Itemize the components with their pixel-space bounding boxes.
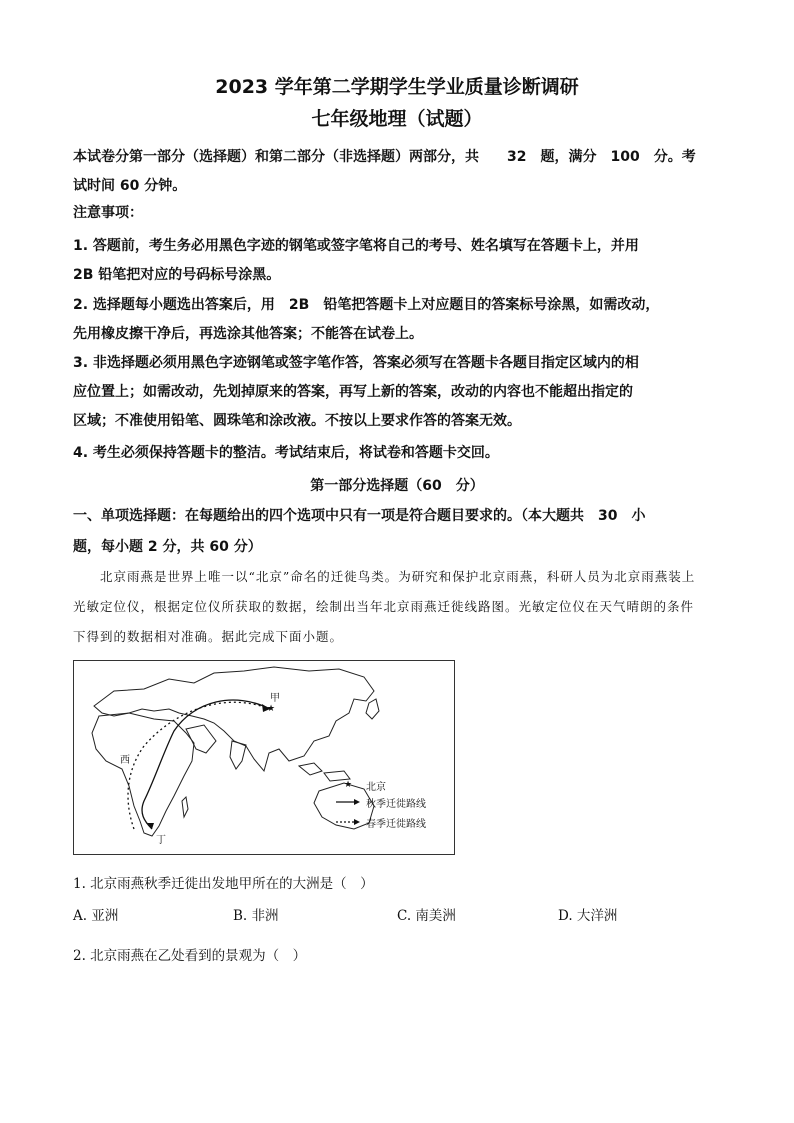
legend-autumn-route: 秋季迁徙路线 <box>366 799 426 810</box>
question-1-option-a[interactable]: A. 亚洲 <box>73 908 119 924</box>
note-line: 先用橡皮擦干净后，再选涂其他答案；不能答在试卷上。 <box>73 326 423 342</box>
migration-map <box>73 660 455 855</box>
intro-line-1: 本试卷分第一部分（选择题）和第二部分（非选择题）两部分，共 32 题，满分 100 分。考 <box>73 149 696 165</box>
question-1-option-c[interactable]: C. 南美洲 <box>397 908 456 924</box>
notes-heading: 注意事项： <box>73 205 143 221</box>
section-instruction-line-1: 一、单项选择题：在每题给出的四个选项中只有一项是符合题目要求的。（本大题共 30 小 <box>73 508 646 524</box>
legend-spring-route: 春季迁徙路线 <box>366 819 426 830</box>
question-1-option-d[interactable]: D. 大洋洲 <box>558 908 618 924</box>
exam-subtitle: 七年级地理（试题） <box>311 108 483 130</box>
legend-beijing: 北京 <box>366 782 386 793</box>
note-line: 应位置上；如需改动，先划掉原来的答案，再写上新的答案，改动的内容也不能超出指定的 <box>73 384 633 400</box>
label-ding: 丁 <box>156 835 166 846</box>
passage-line-3: 下得到的数据相对准确。据此完成下面小题。 <box>73 629 344 644</box>
label-jia: 甲 <box>270 693 280 704</box>
intro-line-2: 试时间 60 分钟。 <box>73 178 187 194</box>
question-1-option-b[interactable]: B. 非洲 <box>233 908 279 924</box>
passage-line-2: 光敏定位仪，根据定位仪所获取的数据，绘制出当年北京雨燕迁徙线路图。光敏定位仪在天气晴朗的条件 <box>73 599 695 614</box>
note-line: 2B 铅笔把对应的号码标号涂黑。 <box>73 267 281 283</box>
note-line: 4. 考生必须保持答题卡的整洁。考试结束后，将试卷和答题卡交回。 <box>73 445 499 461</box>
beijing-star-icon: ★ <box>267 703 276 713</box>
question-1-stem: 1. 北京雨燕秋季迁徙出发地甲所在的大洲是（ ） <box>73 876 374 892</box>
part1-heading: 第一部分选择题（60 分） <box>310 478 484 494</box>
question-2-stem: 2. 北京雨燕在乙处看到的景观为（ ） <box>73 948 307 964</box>
legend-star-icon: ★ <box>344 779 353 789</box>
note-line: 2. 选择题每小题选出答案后，用 2B 铅笔把答题卡上对应题目的答案标号涂黑，如需改动， <box>73 297 660 313</box>
note-line: 3. 非选择题必须用黑色字迹钢笔或签字笔作答，答案必须写在答题卡各题目指定区域内的相 <box>73 355 639 371</box>
label-xi: 西 <box>120 755 130 766</box>
exam-title: 2023 学年第二学期学生学业质量诊断调研 <box>215 76 579 98</box>
passage-line-1: 北京雨燕是世界上唯一以“北京”命名的迁徙鸟类。为研究和保护北京雨燕，科研人员为北京雨燕装上 <box>100 569 696 584</box>
section-instruction-line-2: 题，每小题 2 分，共 60 分） <box>73 539 262 555</box>
note-line: 区域；不准使用铅笔、圆珠笔和涂改液。不按以上要求作答的答案无效。 <box>73 413 521 429</box>
note-line: 1. 答题前，考生务必用黑色字迹的钢笔或签字笔将自己的考号、姓名填写在答题卡上，并用 <box>73 238 639 254</box>
